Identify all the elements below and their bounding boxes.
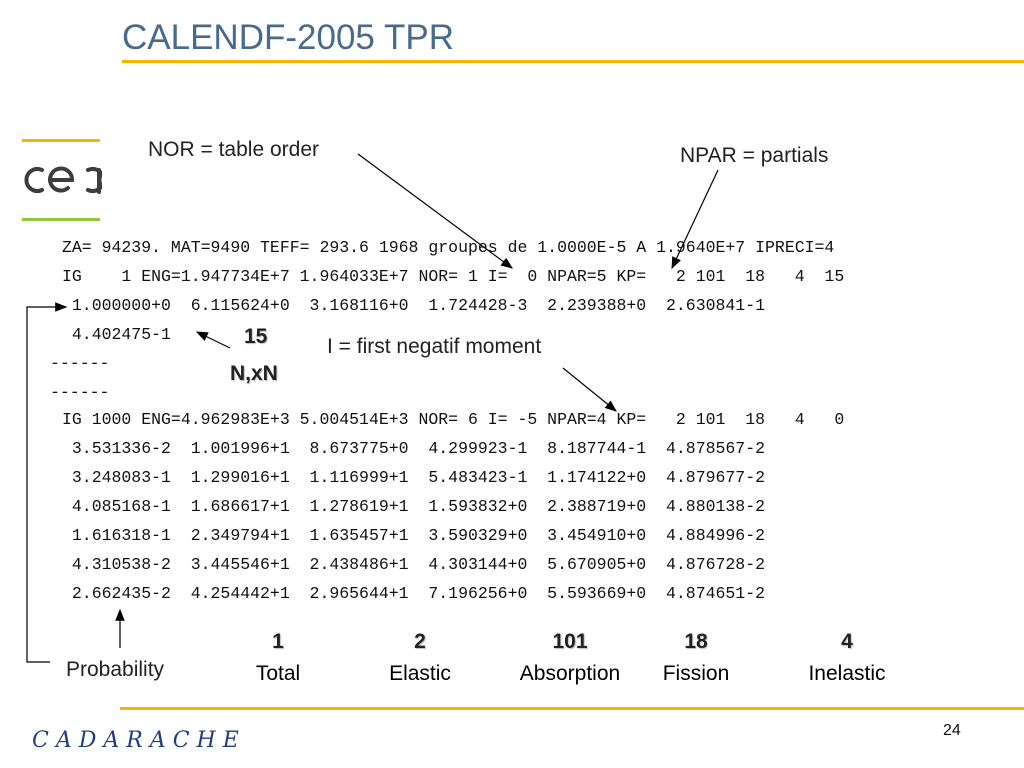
probability-annotation: Probability [66,658,165,681]
listing-line: 4.402475-1 [62,325,171,344]
slide-title: CALENDF-2005 TPR [122,18,454,57]
channel-code: 2 [414,630,426,653]
channel-1 [208,630,348,686]
listing-line: 3.248083-1 1.299016+1 1.116999+1 5.483423-1 1.174122+0 4.879677-2 [62,468,766,487]
channel-code: 18 [684,630,708,653]
npar-arrow [672,170,718,268]
npar-annotation: NPAR = partials [680,144,829,167]
page-number: 24 [943,722,961,739]
nor-annotation: NOR = table order [148,138,319,161]
listing-line: 4.310538-2 3.445546+1 2.438486+1 4.303144+0 5.670905+0 4.876728-2 [62,555,766,574]
channel-code: 4 [841,630,853,653]
listing-line: 2.662435-2 4.254442+1 2.965644+1 7.196256+0 5.593669+0 4.874651-2 [62,584,766,603]
channel-code: 101 [552,630,588,653]
channel-name: Total [255,662,301,685]
i-moment-arrow [563,368,616,411]
listing-line: 1.616318-1 2.349794+1 1.635457+1 3.590329+0 3.454910+0 4.884996-2 [62,526,766,545]
cadarache-logo-text: CADARACHE [32,728,246,753]
channel-name: Fission [662,662,730,685]
channel-code: 1 [272,630,284,653]
listing-line: IG 1000 ENG=4.962983E+3 5.004514E+3 NOR= 6 I= -5 NPAR=4 KP= 2 101 18 4 0 [62,410,845,429]
channel-name: Elastic [389,662,451,685]
listing-line: 3.531336-2 1.001996+1 8.673775+0 4.299923-1 8.187744-1 4.878567-2 [62,439,766,458]
probability-bracket [27,307,66,662]
nxn-annotation: N,xN [230,362,278,385]
listing-line: IG 1 ENG=1.947734E+7 1.964033E+7 NOR= 1 I= 0 NPAR=5 KP= 2 101 18 4 15 [62,267,845,286]
channel-101 [500,630,640,686]
separator-line: ------ [50,383,110,402]
listing-line: 4.085168-1 1.686617+1 1.278619+1 1.593832+0 2.388719+0 4.880138-2 [62,497,766,516]
channel-name: Inelastic [808,662,886,685]
separator-line: ------ [50,354,110,373]
channel-2 [350,630,490,686]
nor-arrow [358,154,512,268]
channel-18 [626,630,766,686]
fifteen-annotation: 15 [244,325,268,348]
fifteen-arrow [197,332,230,348]
listing-header: ZA= 94239. MAT=9490 TEFF= 293.6 1968 groupes de 1.0000E-5 A 1.9640E+7 IPRECI=4 [62,238,835,257]
i-moment-annotation: I = first negatif moment [327,335,542,358]
cadarache-logo [14,712,246,764]
footer-rule [120,707,1024,710]
channel-4 [777,630,917,686]
channel-name: Absorption [519,662,621,685]
listing-line: 1.000000+0 6.115624+0 3.168116+0 1.724428-3 2.239388+0 2.630841-1 [62,296,766,315]
